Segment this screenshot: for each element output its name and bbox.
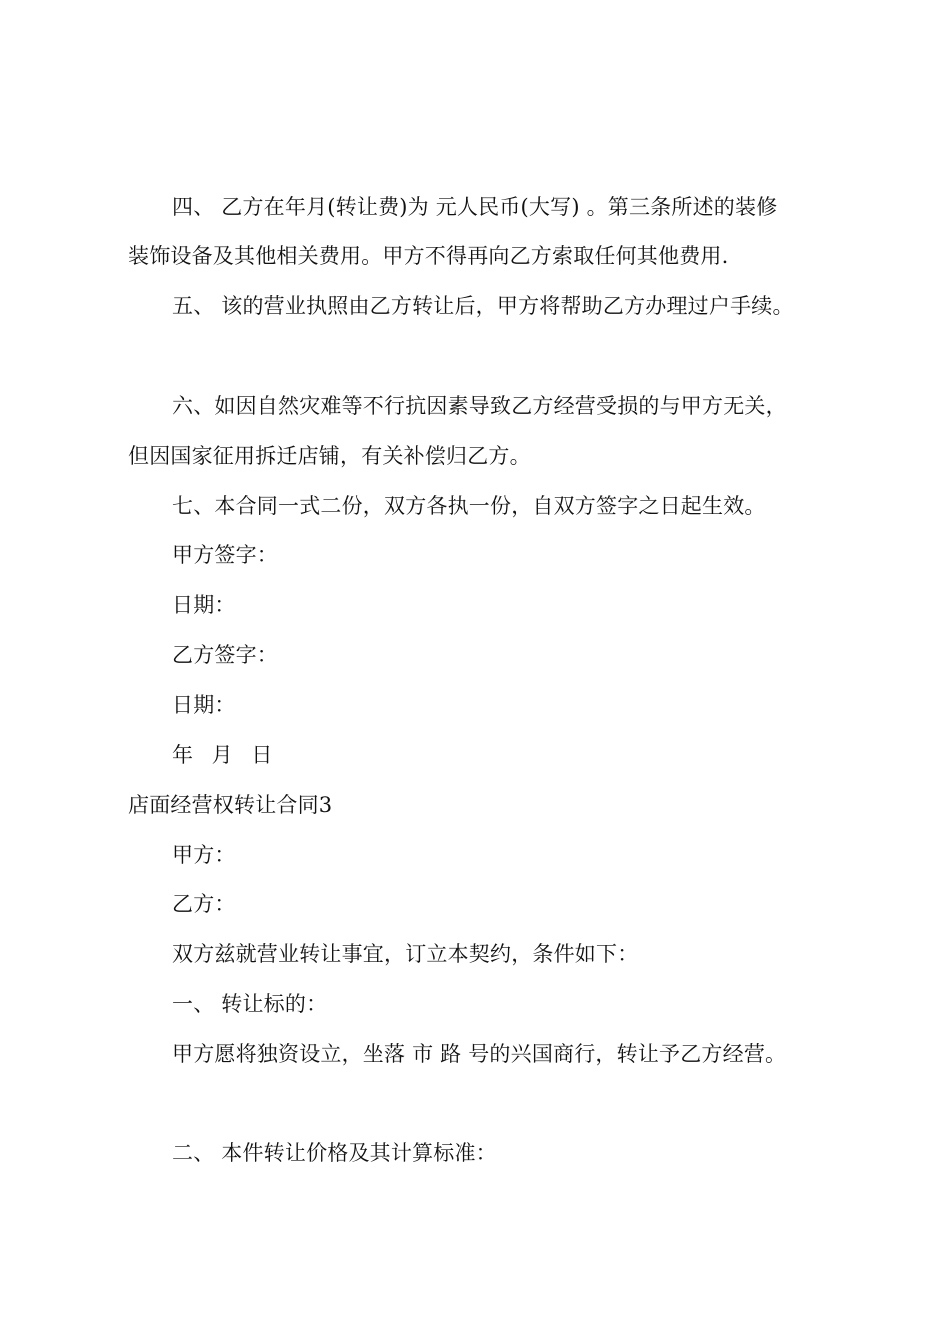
party-a-signature-label: 甲方签字： bbox=[172, 543, 278, 567]
date-label-a: 日期： bbox=[172, 593, 236, 617]
section-1-body: 甲方愿将独资设立，坐落 市 路 号的兴国商行，转让予乙方经营。 bbox=[172, 1042, 787, 1066]
party-b-label: 乙方： bbox=[172, 892, 236, 916]
section-2-heading: 二、 本件转让价格及其计算标准： bbox=[172, 1141, 497, 1165]
section-1-heading: 一、 转让标的： bbox=[172, 992, 328, 1016]
clause-6-line-2: 但因国家征用拆迁店铺，有关补偿归乙方。 bbox=[128, 444, 531, 468]
clause-5: 五、 该的营业执照由乙方转让后，甲方将帮助乙方办理过户手续。 bbox=[172, 294, 794, 318]
date-label-b: 日期： bbox=[172, 693, 236, 717]
clause-7: 七、本合同一式二份，双方各执一份，自双方签字之日起生效。 bbox=[172, 494, 766, 518]
clause-4-line-2: 装饰设备及其他相关费用。甲方不得再向乙方索取任何其他费用. bbox=[128, 244, 729, 268]
clause-4-line-1: 四、 乙方在年月(转让费)为 元人民币(大写) 。第三条所述的装修 bbox=[172, 195, 778, 219]
contract-3-title: 店面经营权转让合同3 bbox=[128, 793, 333, 817]
date-placeholder: 年 月 日 bbox=[172, 743, 279, 767]
party-b-signature-label: 乙方签字： bbox=[172, 643, 278, 667]
preamble: 双方兹就营业转让事宜，订立本契约，条件如下： bbox=[172, 942, 639, 966]
party-a-label: 甲方： bbox=[172, 843, 236, 867]
clause-6-line-1: 六、如因自然灾难等不行抗因素导致乙方经营受损的与甲方无关， bbox=[172, 394, 787, 418]
